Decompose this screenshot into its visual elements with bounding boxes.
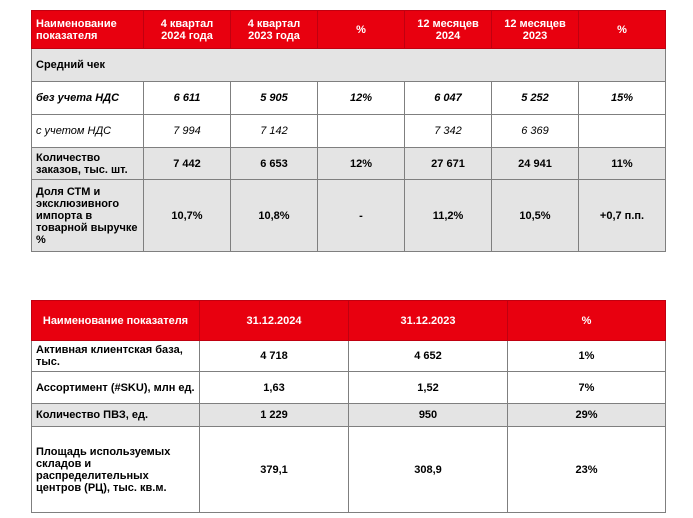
cell: 5 252	[492, 82, 579, 115]
t1-header-indicator: Наименование показателя	[32, 11, 144, 49]
cell: 379,1	[200, 427, 349, 513]
table-row	[32, 115, 666, 148]
cell: 5 905	[231, 82, 318, 115]
row-label: Активная клиентская база, тыс.	[32, 341, 200, 372]
row-label: без учета НДС	[32, 82, 144, 115]
table-row	[32, 180, 666, 252]
cell: 12%	[318, 82, 405, 115]
table-row	[32, 404, 666, 427]
cell: 6 047	[405, 82, 492, 115]
cell: +0,7 п.п.	[579, 180, 666, 252]
row-label: Доля СТМ и эксклюзивного импорта в товарной выручке %	[32, 180, 144, 252]
cell: 6 653	[231, 148, 318, 180]
cell: 7 142	[231, 115, 318, 148]
cell: 10,8%	[231, 180, 318, 252]
t1-header-12m-2024: 12 месяцев 2024	[405, 11, 492, 49]
cell: 7%	[508, 372, 666, 404]
t2-header-2023: 31.12.2023	[349, 301, 508, 341]
cell: 1%	[508, 341, 666, 372]
cell: 6 611	[144, 82, 231, 115]
t1-header-12m-2023: 12 месяцев 2023	[492, 11, 579, 49]
table-row	[32, 372, 666, 404]
table-row	[32, 82, 666, 115]
row-label: Количество ПВЗ, ед.	[32, 404, 200, 427]
cell	[579, 115, 666, 148]
table-row	[32, 427, 666, 513]
cell	[318, 115, 405, 148]
cell: 23%	[508, 427, 666, 513]
t2-header-percent: %	[508, 301, 666, 341]
t1-header-q4-2023: 4 квартал 2023 года	[231, 11, 318, 49]
t1-header-q-percent: %	[318, 11, 405, 49]
cell: 12%	[318, 148, 405, 180]
t2-header-indicator: Наименование показателя	[32, 301, 200, 341]
t1-header-q4-2024: 4 квартал 2024 года	[144, 11, 231, 49]
cell: 7 342	[405, 115, 492, 148]
row-label: Площадь используемых складов и распределительных центров (РЦ), тыс. кв.м.	[32, 427, 200, 513]
cell: 7 442	[144, 148, 231, 180]
table-row	[32, 341, 666, 372]
cell: 308,9	[349, 427, 508, 513]
t2-header-2024: 31.12.2024	[200, 301, 349, 341]
cell: 1,52	[349, 372, 508, 404]
cell: 24 941	[492, 148, 579, 180]
row-label: с учетом НДС	[32, 115, 144, 148]
balance-metrics-table	[31, 300, 666, 513]
section-row	[32, 49, 666, 82]
cell: 27 671	[405, 148, 492, 180]
cell: 29%	[508, 404, 666, 427]
t1-header-12m-percent: %	[579, 11, 666, 49]
cell: 1 229	[200, 404, 349, 427]
cell: 1,63	[200, 372, 349, 404]
table-row	[32, 148, 666, 180]
row-label: Количество заказов, тыс. шт.	[32, 148, 144, 180]
cell: 10,5%	[492, 180, 579, 252]
table1-header-row	[32, 11, 666, 49]
cell: 11%	[579, 148, 666, 180]
cell: 10,7%	[144, 180, 231, 252]
cell: 11,2%	[405, 180, 492, 252]
cell: -	[318, 180, 405, 252]
cell: 950	[349, 404, 508, 427]
table2-header-row	[32, 301, 666, 341]
section-title: Средний чек	[32, 49, 666, 82]
cell: 6 369	[492, 115, 579, 148]
quarterly-metrics-table	[31, 10, 666, 252]
cell: 15%	[579, 82, 666, 115]
cell: 7 994	[144, 115, 231, 148]
row-label: Ассортимент (#SKU), млн ед.	[32, 372, 200, 404]
cell: 4 652	[349, 341, 508, 372]
cell: 4 718	[200, 341, 349, 372]
